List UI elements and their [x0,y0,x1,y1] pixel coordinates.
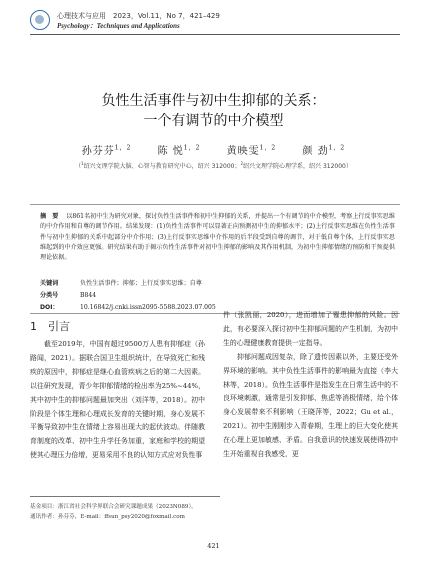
keywords [40,278,202,287]
affiliations: （$^1$绍兴文理学院大脑、心智与教育研究中心，绍兴 312000；$^2$绍兴文理学院心理学系，绍兴 312000） [75,161,352,170]
classification-label: 分类号 [40,292,59,299]
journal-issue: 2023，Vol.11，No 7，421–429 [113,12,220,20]
journal-name-cn: 心理技术与应用 [57,12,106,20]
doi-text: 10.16842/j.cnki.issn2095-5588.2023.07.005 [80,304,216,311]
body-column-right [223,309,398,462]
page-number: 421 [207,542,220,550]
abstract-label: 摘 要 [40,213,59,220]
journal-issue-line [57,11,220,21]
paper-title-line2: 一个有调节的中介模型 [143,113,284,129]
author: 黄映雯$^{1,2}$ [226,144,277,157]
keywords-label: 关键词 [40,280,59,287]
paragraph: 截至2019年，中国有超过9500万人患有抑郁症（孙路闻，2021）。据联合国卫生组织统计，在导致死亡和残疾的原因中，抑郁症是继心血管疾病之后的第二大因素。以往研究发现，青少年抑郁情绪的检出率为25%~44%，其中初中生的抑郁问题最加突出（刘洋等，2018）。初中阶段是个体生理和心理成长发育的关键时期，身心发展不平衡导致初中生在情绪上容易出现大的起伏波动。伴随教育制度的改革、初中生升学任务加重，家庭和学校的期望使其心理压力倍增，更易采用不良的认知方式应对负性事 [30,340,205,460]
author: 陈 悦$^{1,2}$ [157,144,201,157]
section-heading: 1 引言 [30,320,70,333]
classification [40,290,96,299]
author: 颜 劲$^{1,2}$ [302,144,346,157]
footnote-funding: 基金项目：浙江省社会科学界联合会研究课题成果（2023N089）。 [30,504,197,510]
keywords-text: 负性生活事件；抑郁；上行反事实思维；自尊 [80,280,202,287]
abstract-top-rule [30,204,400,205]
journal-name-en: Psychology：Techniques and Applications [57,22,180,30]
journal-logo-icon [30,10,50,30]
paragraph: 抑郁问题成因复杂，除了遗传因素以外，主要还受外界环境的影响。其中负性生活事件的影响最为直接（李大林等，2018）。负性生活事件是指发生在日常生活中的不良环境刺激，通常是引发抑郁、焦虑等消极情绪，给个体身心发展带来不利影响（王晓萍等，2022；Gu et al.，2021）。初中生刚刚步入青春期，生理上的巨大变化使其在心理上更加敏感、矛盾。自我意识的快速发展使得初中生开始重视自我感受，更 [223,352,398,459]
paragraph: 件（张凯丽，2020），进而增加了罹患抑郁的风险。因此，有必要深入探讨初中生抑郁问题的产生机制，为初中生的心理健康教育提供一定指导。 [223,311,398,347]
paper-title-line1: 负性生活事件与初中生抑郁的关系： [101,93,326,109]
author: 孙芬芬$^{1,2}$ [81,144,132,157]
abstract-text: 以861名初中生为研究对象，探讨负性生活事件和初中生抑郁的关系，并提出一个有调节的中介模型，考察上行反事实思维的中介作用和自尊的调节作用。结果发现：(1)负性生活事件可以显著正向预测初中生的抑郁水平；(2)上行反事实思维在负性生活事件与初中生抑郁的关系中起部分中介作用；(3)上行反事实思维中介作用的后半段受到自尊的调节，对于低自尊个体，上行反事实思维起到的中介效应更强。研究结果有助于揭示负性生活事件对初中生抑郁的影响及其作用机制，为初中生抑郁情绪的预防和干预提供理论依据。 [40,213,395,262]
body-column-left [30,338,205,463]
abstract [40,212,395,263]
doi [40,302,216,311]
header-divider [30,34,400,35]
author-list [0,142,427,157]
classification-text: B844 [80,292,97,299]
footnote-corresponding: 通讯作者：孙芬芬，E-mail：ffsun_psy2020@foxmail.com [30,514,185,520]
footnote-divider [30,496,220,497]
doi-label: DOI： [40,304,59,311]
